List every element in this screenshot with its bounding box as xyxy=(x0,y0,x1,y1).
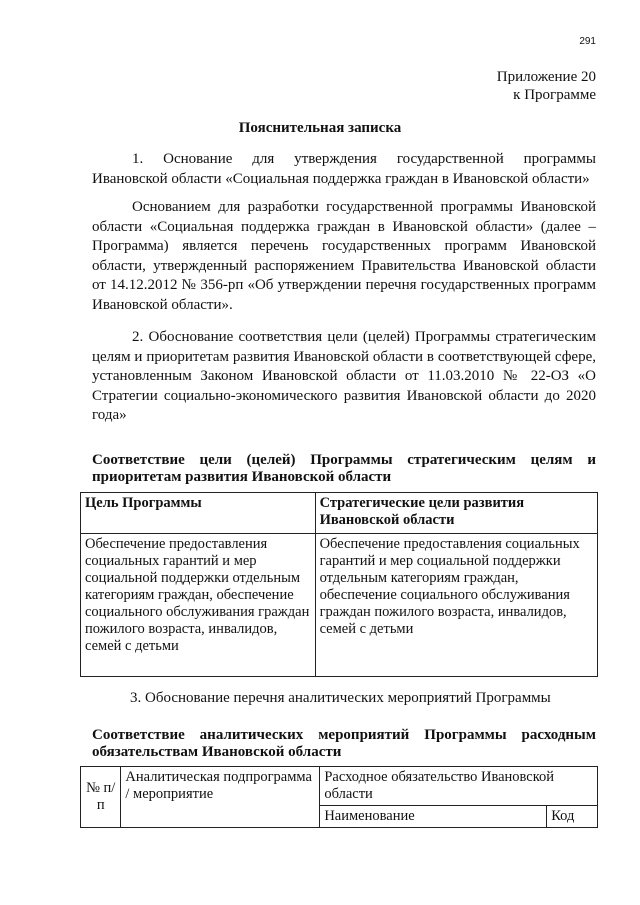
table-header-row xyxy=(81,767,598,806)
cell-program-goal: Обеспечение предоставления социальных гарантий и мер социальной поддержки отдельным категориям граждан, обеспечение социального обслуживания граждан пожилого возраста, инвалидов, семей с детьми xyxy=(81,534,316,677)
header-activity: Аналитическая подпрограмма / мероприятие xyxy=(121,767,320,828)
page-number: 291 xyxy=(579,36,596,47)
header-strategic-goals: Стратегические цели развития Ивановской области xyxy=(315,493,597,534)
table-1-heading: Соответствие цели (целей) Программы стратегическим целям и приоритетам развития Ивановской области xyxy=(92,452,596,485)
table-2-heading: Соответствие аналитических мероприятий Программы расходным обязательствам Ивановской области xyxy=(92,727,596,760)
goals-correspondence-table xyxy=(80,492,598,677)
header-row-number: № п/п xyxy=(81,767,121,828)
subheader-name: Наименование xyxy=(320,806,547,828)
section-1-heading xyxy=(92,150,596,189)
document-title: Пояснительная записка xyxy=(238,120,402,136)
header-obligation: Расходное обязательство Ивановской области xyxy=(320,767,598,806)
cell-strategic-goal: Обеспечение предоставления социальных гарантий и мер социальной поддержки отдельным категориям граждан, обеспечение социального обслуживания граждан пожилого возраста, инвалидов, семей с детьми xyxy=(315,534,597,677)
header-program-goal: Цель Программы xyxy=(81,493,316,534)
section-2-body: 2. Обоснование соответствия цели (целей) Программы стратегическим целям и приоритетам развития Ивановской области в соответствующей сфере, установленным Законом Ивановской области от 11.03.2010 № 22-ОЗ «О Стратегии социально-экономического развития Ивановской области до 2020 года» xyxy=(92,329,596,424)
section-1-heading-line-2: Ивановской области «Социальная поддержка граждан в Ивановской области» xyxy=(92,170,590,187)
section-3-heading: 3. Обоснование перечня аналитических мероприятий Программы xyxy=(130,690,551,706)
appendix-label xyxy=(497,68,596,104)
appendix-line-2: к Программе xyxy=(513,87,596,103)
appendix-line-1: Приложение 20 xyxy=(496,69,596,85)
table-header-row xyxy=(81,493,598,534)
subheader-code: Код xyxy=(547,806,598,828)
activities-obligations-table xyxy=(80,766,598,828)
section-1-heading-line-1: 1. Основание для утверждения государственной программы xyxy=(132,151,596,167)
section-1-body: Основанием для разработки государственной программы Ивановской области «Социальная поддержка граждан в Ивановской области» (далее – Программа) является перечень государственных программ Ивановской области, утвержденный распоряжением Правительства Ивановской области от 14.12.2012 № 356-рп «Об утверждении перечня государственных программ Ивановской области». xyxy=(92,199,596,313)
table-row xyxy=(81,534,598,677)
